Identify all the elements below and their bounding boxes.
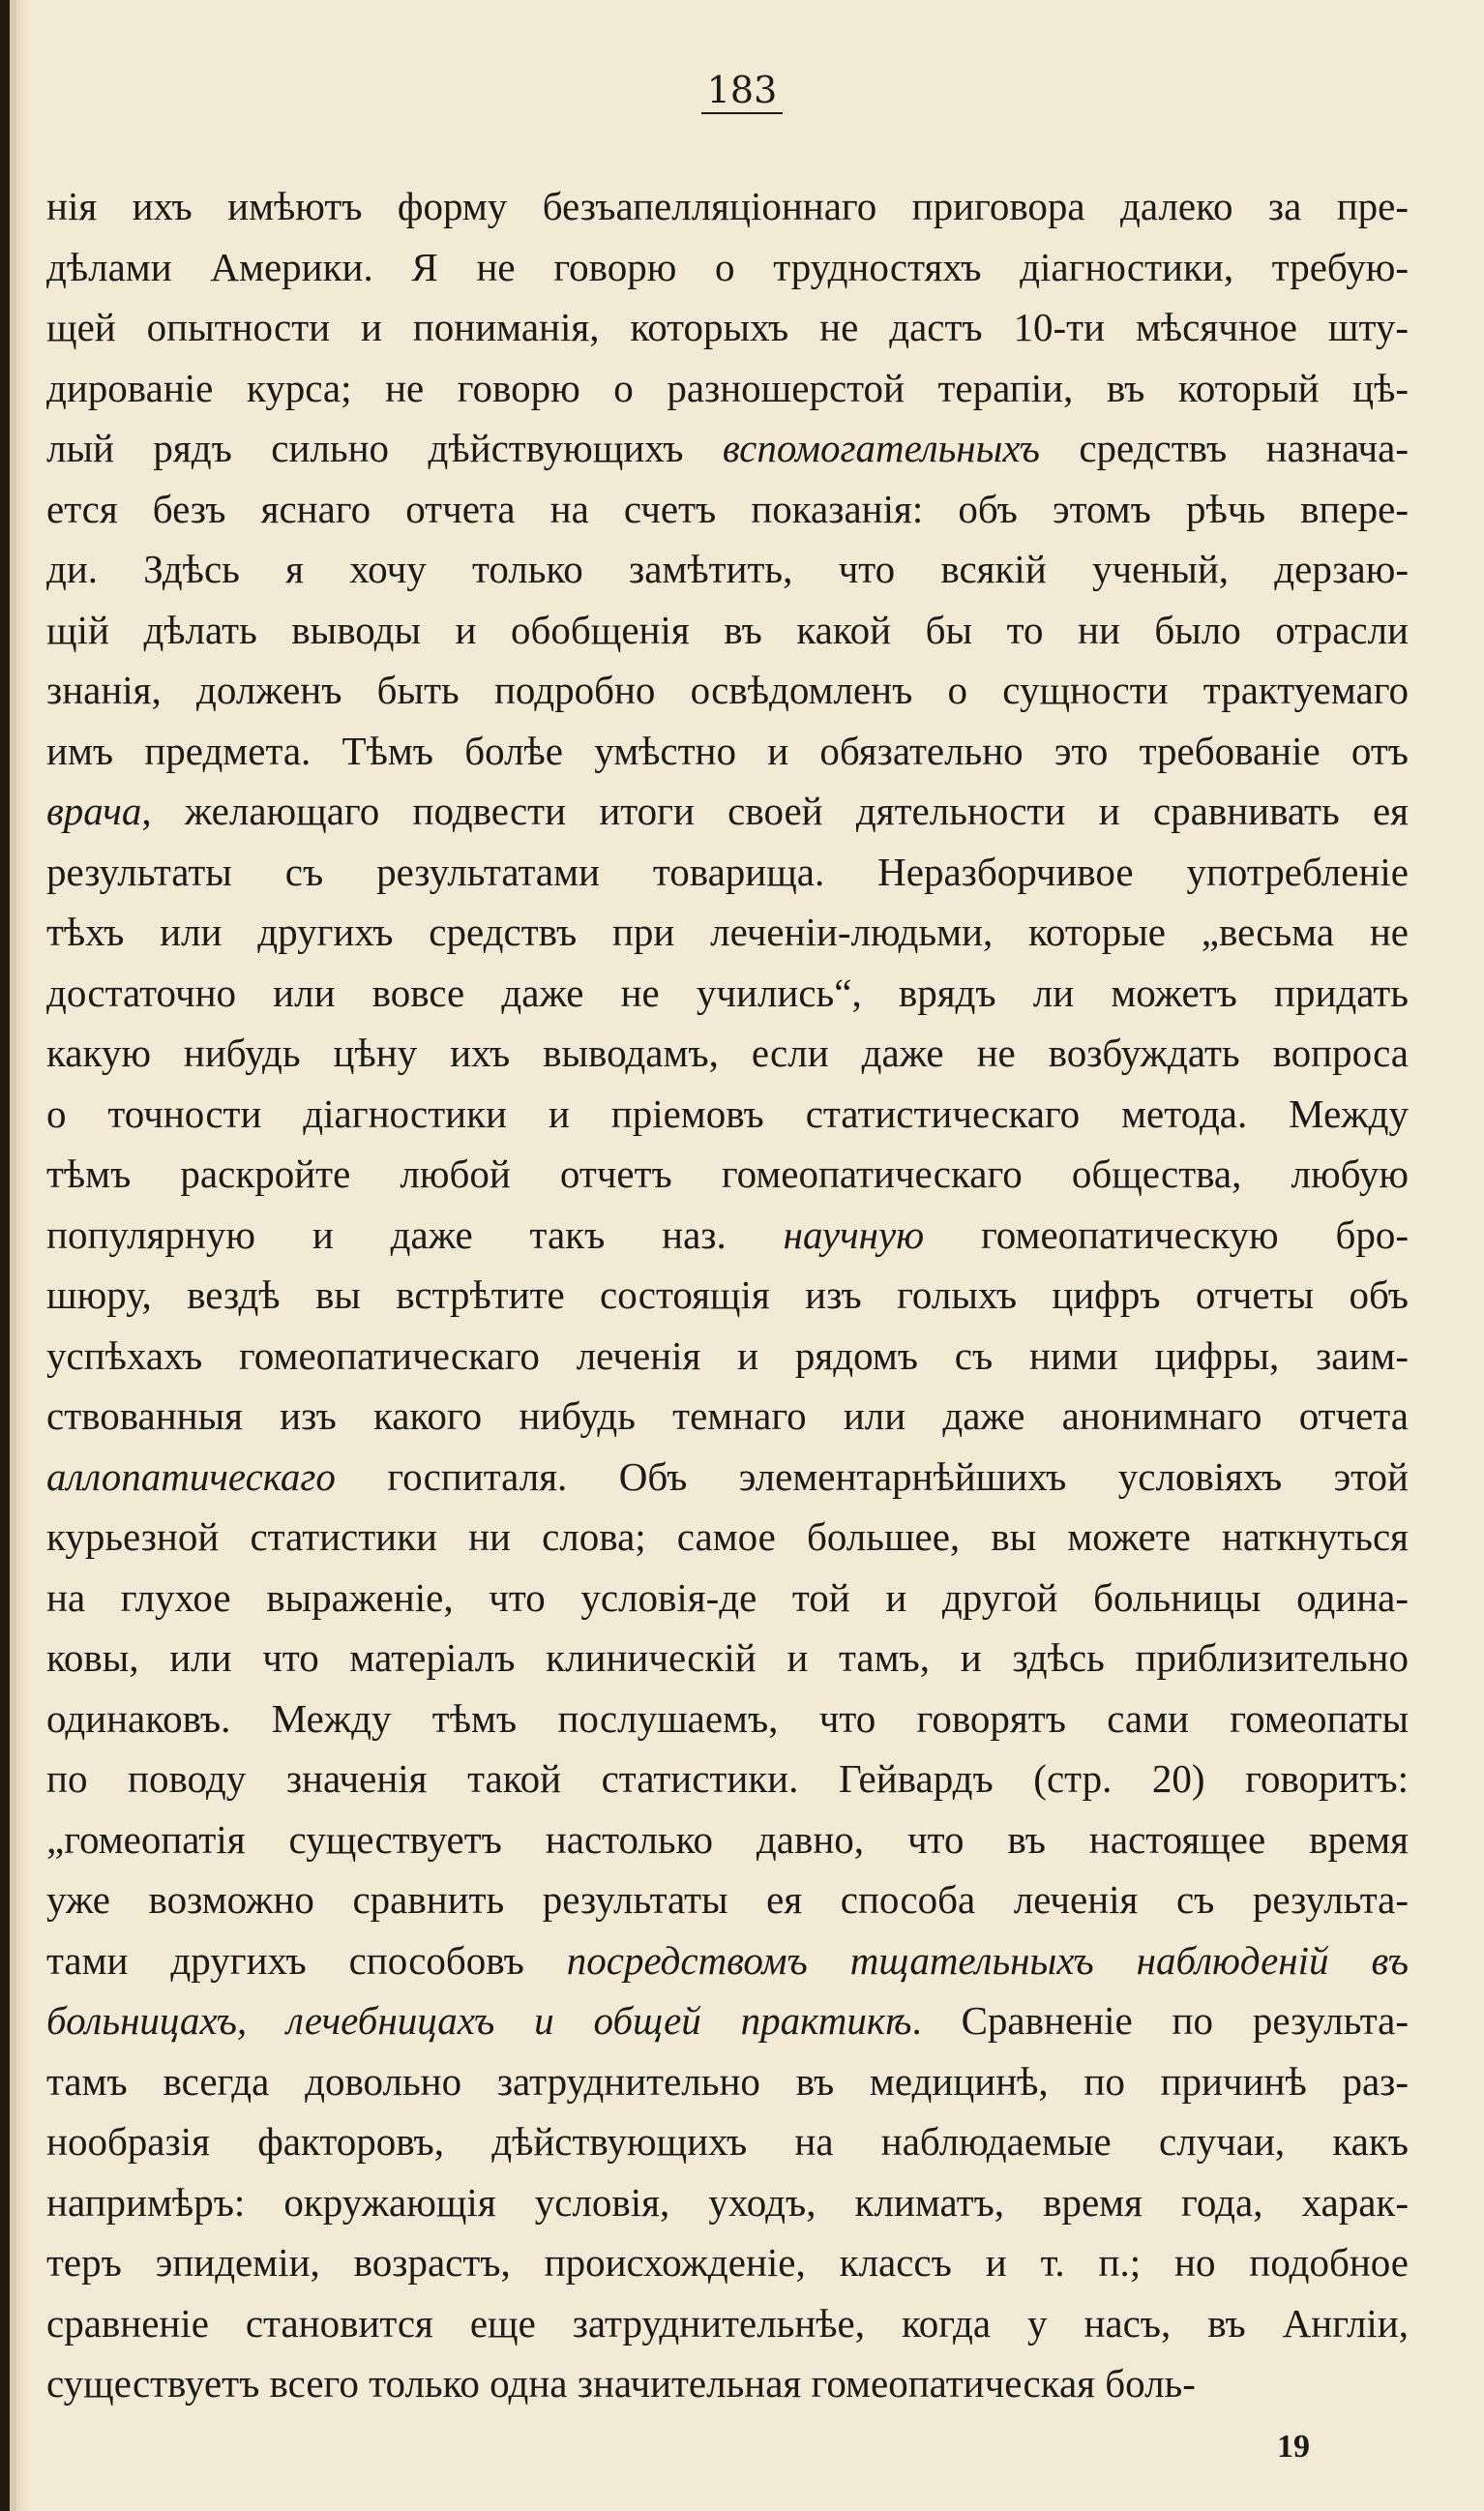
page-number-text: 183 (701, 68, 784, 114)
text-line (46, 660, 1409, 721)
text-run: нообразія факторовъ, дѣйствующихъ на наблюдаемые случаи, какъ (46, 2119, 1409, 2164)
text-run: напримѣръ: окружающія условія, уходъ, климатъ, время года, харак- (46, 2179, 1409, 2225)
text-line (46, 297, 1409, 358)
text-line (46, 358, 1409, 419)
body-text (46, 176, 1409, 2414)
text-line (46, 479, 1409, 540)
italic-text: аллопатическаго (46, 1453, 336, 1499)
text-line (46, 1869, 1409, 1930)
text-run: госпиталя. Объ элементарнѣйшихъ условіяхъ этой (335, 1453, 1409, 1499)
text-line (46, 2051, 1409, 2112)
text-run: нія ихъ имѣютъ форму безъапелляціоннаго приговора далеко за пре- (46, 184, 1409, 228)
text-run: какую нибудь цѣну ихъ выводамъ, если даже не возбуждать вопроса (46, 1031, 1409, 1075)
text-run: теръ эпидеміи, возрастъ, происхожденіе, классъ и т. п.; но подобное (46, 2240, 1409, 2285)
text-line (46, 2232, 1409, 2293)
text-line (46, 1205, 1409, 1266)
text-line (46, 1326, 1409, 1387)
text-run: существуетъ всего только одна значительная гомеопатическая боль- (46, 2361, 1196, 2406)
binding-edge-shadow (16, 0, 30, 2511)
signature-mark: 19 (1277, 2429, 1310, 2465)
text-line (46, 2172, 1409, 2233)
text-run: , желающаго подвести итоги своей дятельности и сравнивать ея (141, 789, 1409, 833)
text-line (46, 600, 1409, 661)
text-line (46, 1809, 1409, 1870)
text-run: курьезной статистики ни слова; самое большее, вы можете наткнуться (46, 1514, 1409, 1559)
text-run: знанія, долженъ быть подробно освѣдомленъ о сущности трактуемаго (46, 668, 1409, 712)
text-run: тѣмъ раскройте любой отчетъ гомеопатическаго общества, любую (46, 1151, 1409, 1196)
text-line (46, 1749, 1409, 1809)
text-run: шюру, вездѣ вы встрѣтите состоящія изъ голыхъ цифръ отчеты объ (46, 1272, 1409, 1317)
text-line (46, 2111, 1409, 2172)
text-line (46, 1628, 1409, 1689)
text-run: ди. Здѣсь я хочу только замѣтить, что всякій ученый, дерзаю- (46, 547, 1409, 591)
text-run: щей опытности и пониманія, которыхъ не дастъ 10-ти мѣсячное шту- (46, 305, 1409, 349)
text-run: средствъ назнача- (1039, 426, 1409, 470)
text-line (46, 1689, 1409, 1749)
text-run: ется безъ яснаго отчета на счетъ показанія: объ этомъ рѣчь впере- (46, 486, 1409, 531)
text-line (46, 1386, 1409, 1447)
text-run: тамъ всегда довольно затруднительно въ медицинѣ, по причинѣ раз- (46, 2058, 1409, 2104)
text-run: гомеопатическую бро- (924, 1211, 1409, 1257)
text-run: дѣлами Америки. Я не говорю о трудностяхъ діагностики, требую- (46, 244, 1409, 289)
text-line (46, 176, 1409, 237)
italic-text: больницахъ, лечебницахъ и общей практикѣ (46, 1998, 912, 2043)
text-line (46, 902, 1409, 963)
text-run: сравненіе становится еще затруднительнѣе, когда у насъ, въ Англіи, (46, 2300, 1409, 2346)
text-line (46, 2293, 1409, 2354)
text-line (46, 1447, 1409, 1508)
text-run: о точности діагностики и пріемовъ статистическаго метода. Между (46, 1091, 1409, 1136)
text-line (46, 842, 1409, 903)
text-line (46, 539, 1409, 600)
text-line (46, 1265, 1409, 1326)
italic-text: врача (46, 789, 142, 833)
text-line (46, 781, 1409, 842)
text-run: на глухое выраженіе, что условія-де той и другой больницы одина- (46, 1574, 1409, 1620)
italic-text: посредствомъ тщательныхъ наблюденій въ (566, 1937, 1409, 1983)
binding-edge-highlight (10, 0, 16, 2511)
text-run: щій дѣлать выводы и обобщенія въ какой бы то ни было отрасли (46, 607, 1409, 652)
text-line (46, 1930, 1409, 1991)
text-line (46, 1507, 1409, 1568)
text-run: ствованныя изъ какого нибудь темнаго или даже анонимнаго отчета (46, 1393, 1409, 1438)
italic-text: вспомогательныхъ (722, 426, 1040, 470)
page-number (0, 68, 1484, 114)
text-line (46, 1990, 1409, 2051)
text-line (46, 963, 1409, 1024)
text-run: одинаковъ. Между тѣмъ послушаемъ, что говорятъ сами гомеопаты (46, 1695, 1409, 1741)
text-line (46, 1568, 1409, 1629)
text-run: результаты съ результатами товарища. Неразборчивое употребленіе (46, 849, 1409, 894)
text-run: популярную и даже такъ наз. (46, 1211, 784, 1257)
text-line (46, 2353, 1409, 2414)
text-line (46, 1084, 1409, 1145)
text-line (46, 1023, 1409, 1084)
text-run: успѣхахъ гомеопатическаго леченія и рядомъ съ ними цифры, заим- (46, 1332, 1409, 1378)
text-run: достаточно или вовсе даже не учились“, врядъ ли можетъ придать (46, 970, 1409, 1015)
text-run: . Сравненіе по результа- (911, 1998, 1409, 2043)
text-line (46, 418, 1409, 479)
text-run: тами другихъ способовъ (46, 1937, 567, 1983)
text-run: дированіе курса; не говорю о разношерстой терапіи, въ который цѣ- (46, 365, 1409, 410)
text-run: уже возможно сравнить результаты ея способа леченія съ результа- (46, 1877, 1409, 1922)
text-line (46, 721, 1409, 782)
text-run: „гомеопатія существуетъ настолько давно, что въ настоящее время (46, 1816, 1409, 1862)
italic-text: научную (783, 1211, 925, 1257)
text-run: по поводу значенія такой статистики. Гейвардъ (стр. 20) говоритъ: (46, 1756, 1409, 1801)
text-line (46, 237, 1409, 298)
text-run: лый рядъ сильно дѣйствующихъ (46, 426, 723, 470)
text-run: имъ предмета. Тѣмъ болѣе умѣстно и обязательно это требованіе отъ (46, 728, 1409, 773)
text-line (46, 1144, 1409, 1205)
text-run: тѣхъ или другихъ средствъ при леченіи-людьми, которые „весьма не (46, 910, 1409, 954)
text-run: ковы, или что матеріалъ клиническій и тамъ, и здѣсь приблизительно (46, 1635, 1409, 1680)
binding-edge (0, 0, 10, 2511)
